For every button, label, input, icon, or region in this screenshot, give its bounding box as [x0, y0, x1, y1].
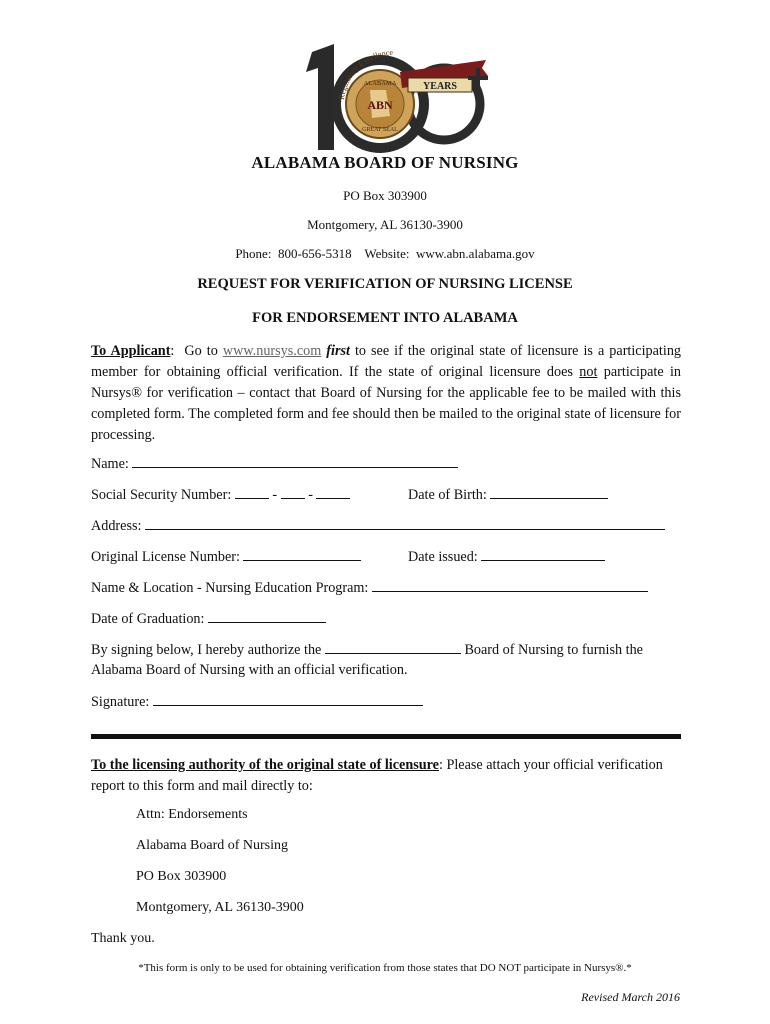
applicant-not: not: [579, 364, 598, 380]
authority-paragraph: [91, 755, 681, 797]
org-title: ALABAMA BOARD OF NURSING: [251, 153, 519, 172]
section-divider: [91, 734, 681, 739]
date-issued-input-line[interactable]: [481, 548, 605, 561]
mail-attn: Attn: Endorsements: [136, 807, 248, 822]
license-number-row: [91, 548, 361, 566]
abn-100-years-logo: [282, 38, 492, 158]
nursys-link[interactable]: www.nursys.com: [222, 343, 322, 359]
signature-row: [91, 693, 423, 711]
address-input-line[interactable]: [145, 517, 665, 530]
name-row: [91, 455, 458, 473]
signature-input-line[interactable]: [153, 693, 423, 706]
logo-digit-one: [306, 44, 334, 150]
authority-label: To the licensing authority of the original state of licensure: [91, 757, 439, 773]
education-label: Name & Location - Nursing Education Program:: [91, 580, 369, 596]
footnote: *This form is only to be used for obtaining verification from those states that DO NOT participate in Nursys®.*: [138, 962, 632, 974]
authorize-row: [91, 641, 643, 659]
authority-text: : Please attach your official verification report to this form and mail directly to:: [91, 757, 663, 794]
license-number-input-line[interactable]: [243, 548, 361, 561]
mail-org: Alabama Board of Nursing: [136, 838, 289, 853]
dob-row: [408, 486, 608, 504]
signature-label: Signature:: [91, 694, 150, 710]
logo-abn-text: ABN: [367, 98, 393, 112]
graduation-input-line[interactable]: [208, 610, 326, 623]
mail-city: Montgomery, AL 36130-3900: [136, 900, 304, 915]
ssn-dash-1: -: [272, 487, 278, 503]
license-number-label: Original License Number:: [91, 549, 240, 565]
header-contact: Phone: 800-656-5318 Website: www.abn.alabama.gov: [235, 246, 535, 261]
logo-years-text: YEARS: [423, 81, 457, 92]
authorize-board-input-line[interactable]: [325, 641, 461, 654]
name-label: Name:: [91, 456, 129, 472]
address-label: Address:: [91, 518, 142, 534]
revised-date: Revised March 2016: [581, 990, 680, 1004]
applicant-paragraph: [91, 341, 681, 446]
date-issued-label: Date issued:: [408, 549, 478, 565]
address-row: [91, 517, 665, 535]
ssn-row: [91, 486, 350, 504]
dob-label: Date of Birth:: [408, 487, 487, 503]
mail-po-box: PO Box 303900: [136, 869, 227, 884]
logo-arc-text: Regulatory Excellence: [337, 47, 394, 101]
name-input-line[interactable]: [132, 455, 458, 468]
ssn-part2-line[interactable]: [281, 486, 305, 499]
applicant-text1: to see if the original state of licensure is a participating member for obtaining official verification. If the state of original licensure does: [91, 343, 682, 380]
header-city: Montgomery, AL 36130-3900: [307, 217, 463, 232]
education-row: [91, 579, 648, 597]
applicant-text2: participate in Nursys® for verification – contact that Board of Nursing for the applicable fee to be mailed with this completed form. The completed form and fee should then be mailed to the original state of licensure for processing.: [91, 364, 682, 443]
education-input-line[interactable]: [372, 579, 648, 592]
logo-alabama-text: ALABAMA: [363, 80, 397, 87]
applicant-first: first: [326, 343, 350, 359]
authorize-post: Board of Nursing to furnish the: [464, 642, 643, 658]
date-issued-row: [408, 548, 605, 566]
ssn-part1-line[interactable]: [235, 486, 269, 499]
applicant-go-to: : Go to: [170, 343, 223, 359]
authorize-line2: Alabama Board of Nursing with an official verification.: [91, 662, 408, 678]
form-title-line2: FOR ENDORSEMENT INTO ALABAMA: [252, 310, 518, 326]
applicant-label: To Applicant: [91, 343, 171, 359]
form-title-line1: REQUEST FOR VERIFICATION OF NURSING LICENSE: [197, 276, 573, 292]
graduation-label: Date of Graduation:: [91, 611, 205, 627]
dob-input-line[interactable]: [490, 486, 608, 499]
graduation-row: [91, 610, 326, 628]
authorize-pre: By signing below, I hereby authorize the: [91, 642, 322, 658]
ssn-label: Social Security Number:: [91, 487, 232, 503]
ssn-dash-2: -: [308, 487, 313, 503]
ssn-part3-line[interactable]: [316, 486, 350, 499]
header-po-box: PO Box 303900: [343, 188, 427, 203]
logo-great-seal-text: GREAT SEAL: [362, 127, 398, 133]
thank-you: Thank you.: [91, 931, 155, 946]
